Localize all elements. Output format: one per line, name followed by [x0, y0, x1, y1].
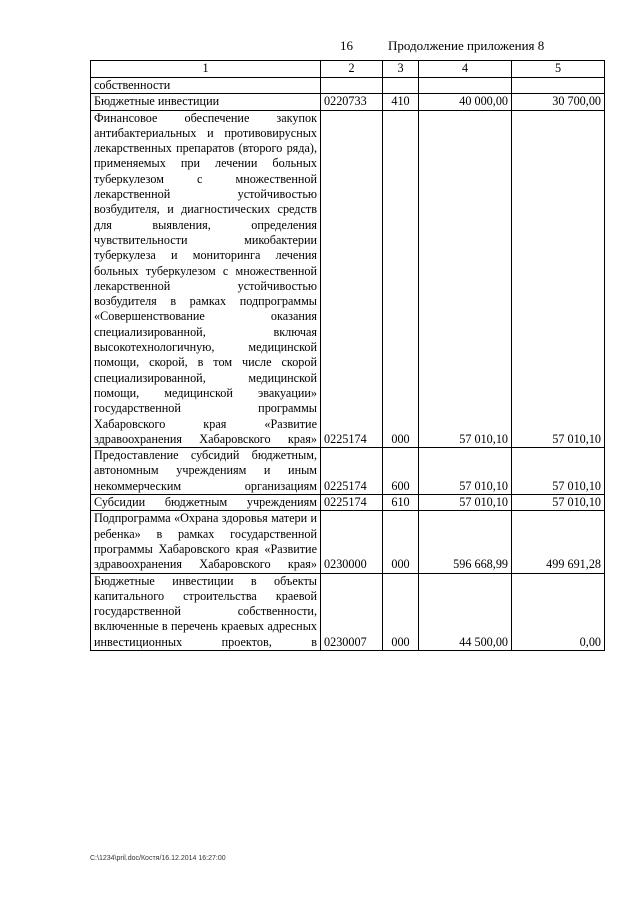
row-code: 0225174	[321, 495, 383, 511]
row-amount-1: 57 010,10	[419, 495, 512, 511]
row-code: 0230007	[321, 573, 383, 650]
row-code: 0220733	[321, 94, 383, 110]
row-description: Субсидии бюджетным учреждениям	[91, 495, 321, 511]
table-row	[91, 448, 605, 495]
row-type: 610	[383, 495, 419, 511]
row-description: Финансовое обеспечение закупок антибактериальных и противовирусных лекарственных препаратов (второго ряда), применяемых при лечении больных туберкулезом с множественной лекарственной устойчивостью возбудителя, и диагностических средств для выявления, определения чувствительности микобактерии туберкулеза и мониторинга лечения больных туберкулезом с множественной лекарственной устойчивостью возбудителя в рамках подпрограммы «Совершенствование оказания специализированной, включая высокотехнологичную, медицинской помощи, скорой, в том числе скорой специализированной, медицинской помощи, медицинской эвакуации» государственной программы Хабаровского края «Развитие здравоохранения Хабаровского края»	[91, 110, 321, 448]
column-header: 4	[419, 61, 512, 78]
row-type: 000	[383, 511, 419, 573]
table-row	[91, 110, 605, 448]
row-amount-2: 57 010,10	[512, 495, 605, 511]
row-description: собственности	[91, 78, 321, 94]
row-description: Бюджетные инвестиции в объекты капитального строительства краевой государственной собственности, включенные в перечень краевых адресных инвестиционных проектов, в	[91, 573, 321, 650]
row-amount-1: 44 500,00	[419, 573, 512, 650]
row-amount-1: 57 010,10	[419, 448, 512, 495]
row-code: 0225174	[321, 448, 383, 495]
column-header: 3	[383, 61, 419, 78]
row-type: 000	[383, 110, 419, 448]
page-subtitle: Продолжение приложения 8	[388, 38, 545, 53]
row-amount-2: 0,00	[512, 573, 605, 650]
file-path-footer: C:\1234\pril.doc/Костя/16.12.2014 16:27:00	[90, 855, 226, 862]
row-type	[383, 78, 419, 94]
column-header: 2	[321, 61, 383, 78]
row-amount-2: 30 700,00	[512, 94, 605, 110]
table-row	[91, 511, 605, 573]
column-header: 5	[512, 61, 605, 78]
page-number: 16	[340, 38, 353, 53]
row-code	[321, 78, 383, 94]
row-type: 000	[383, 573, 419, 650]
row-description: Предоставление субсидий бюджетным, автономным учреждениям и иным некоммерческим организациям	[91, 448, 321, 495]
table-row	[91, 573, 605, 650]
table-row	[91, 94, 605, 110]
table-header-row	[91, 61, 605, 78]
page-header	[0, 38, 640, 56]
row-amount-1	[419, 78, 512, 94]
row-amount-2: 57 010,10	[512, 448, 605, 495]
row-description: Бюджетные инвестиции	[91, 94, 321, 110]
row-amount-1: 57 010,10	[419, 110, 512, 448]
row-amount-2: 57 010,10	[512, 110, 605, 448]
column-header: 1	[91, 61, 321, 78]
row-type: 410	[383, 94, 419, 110]
row-type: 600	[383, 448, 419, 495]
row-amount-1: 596 668,99	[419, 511, 512, 573]
row-amount-2: 499 691,28	[512, 511, 605, 573]
row-code: 0225174	[321, 110, 383, 448]
budget-table	[90, 60, 605, 651]
row-code: 0230000	[321, 511, 383, 573]
row-description: Подпрограмма «Охрана здоровья матери и ребенка» в рамках государственной программы Хабаровского края «Развитие здравоохранения Хабаровского края»	[91, 511, 321, 573]
row-amount-1: 40 000,00	[419, 94, 512, 110]
table-row	[91, 78, 605, 94]
row-amount-2	[512, 78, 605, 94]
table-row	[91, 495, 605, 511]
